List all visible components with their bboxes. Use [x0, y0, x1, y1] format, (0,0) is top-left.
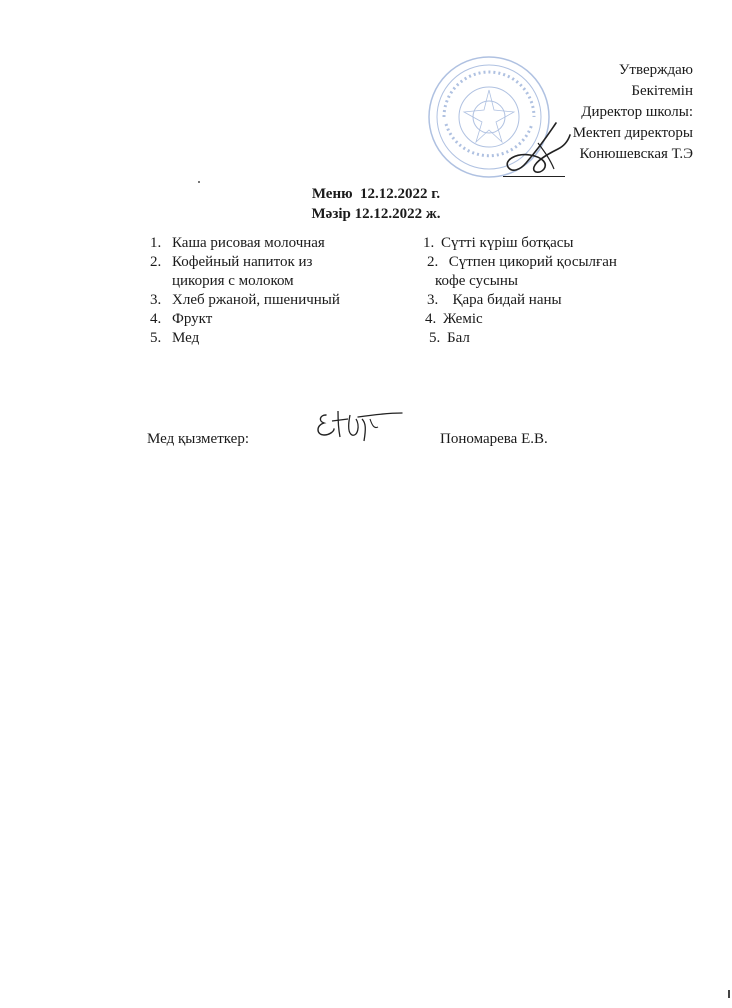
medical-worker-label: Мед қызметкер: — [147, 431, 250, 447]
scan-mark — [728, 990, 730, 998]
title-kz: Мәзір 12.12.2022 ж. — [311, 206, 441, 222]
item-text-continuation: цикория с молоком — [172, 273, 294, 289]
list-item — [415, 253, 715, 272]
list-item — [415, 234, 715, 253]
item-number: 1. — [150, 235, 162, 251]
menu-list-kz — [415, 234, 715, 348]
director-signature — [498, 115, 578, 177]
list-item — [415, 329, 715, 348]
approval-line: Директор школы: — [581, 104, 693, 120]
approval-line: Утверждаю — [618, 62, 693, 78]
list-item — [150, 291, 420, 310]
list-item — [415, 310, 715, 329]
item-text: Бал — [447, 330, 470, 346]
item-text: Хлеб ржаной, пшеничный — [172, 292, 340, 308]
item-text: Фрукт — [172, 311, 213, 327]
item-text: Қара бидай наны — [445, 292, 562, 308]
director-signature-line — [503, 176, 565, 177]
item-number: 3. — [150, 292, 162, 308]
item-text: Сүтпен цикорий қосылған — [445, 254, 617, 270]
approval-block — [573, 60, 693, 165]
medical-worker-signature — [312, 405, 407, 447]
item-number: 1. — [423, 235, 435, 251]
item-number: 4. — [150, 311, 162, 327]
medical-worker-name: Пономарева Е.В. — [440, 431, 548, 447]
item-text-continuation: кофе сусыны — [435, 273, 518, 289]
item-text: Мед — [172, 330, 200, 346]
scan-speck — [198, 181, 200, 183]
menu-list-ru — [150, 234, 420, 348]
item-text: Жеміс — [443, 311, 483, 327]
approval-line: Мектеп директоры — [572, 125, 693, 141]
approval-line: Конюшевская Т.Э — [579, 146, 693, 162]
list-item — [415, 291, 715, 310]
list-item — [150, 329, 420, 348]
item-number: 2. — [427, 254, 439, 270]
menu-titles — [0, 184, 732, 224]
item-number: 5. — [429, 330, 441, 346]
item-text: Каша рисовая молочная — [172, 235, 325, 251]
item-text: Сүтті күріш ботқасы — [441, 235, 574, 251]
list-item — [150, 234, 420, 253]
item-number: 5. — [150, 330, 162, 346]
title-ru: Меню 12.12.2022 г. — [311, 186, 441, 202]
approval-line: Бекітемін — [631, 83, 693, 99]
item-number: 3. — [427, 292, 439, 308]
item-text: Кофейный напиток из — [172, 254, 313, 270]
list-item — [150, 253, 420, 272]
item-number: 4. — [425, 311, 437, 327]
item-number: 2. — [150, 254, 162, 270]
list-item — [150, 310, 420, 329]
